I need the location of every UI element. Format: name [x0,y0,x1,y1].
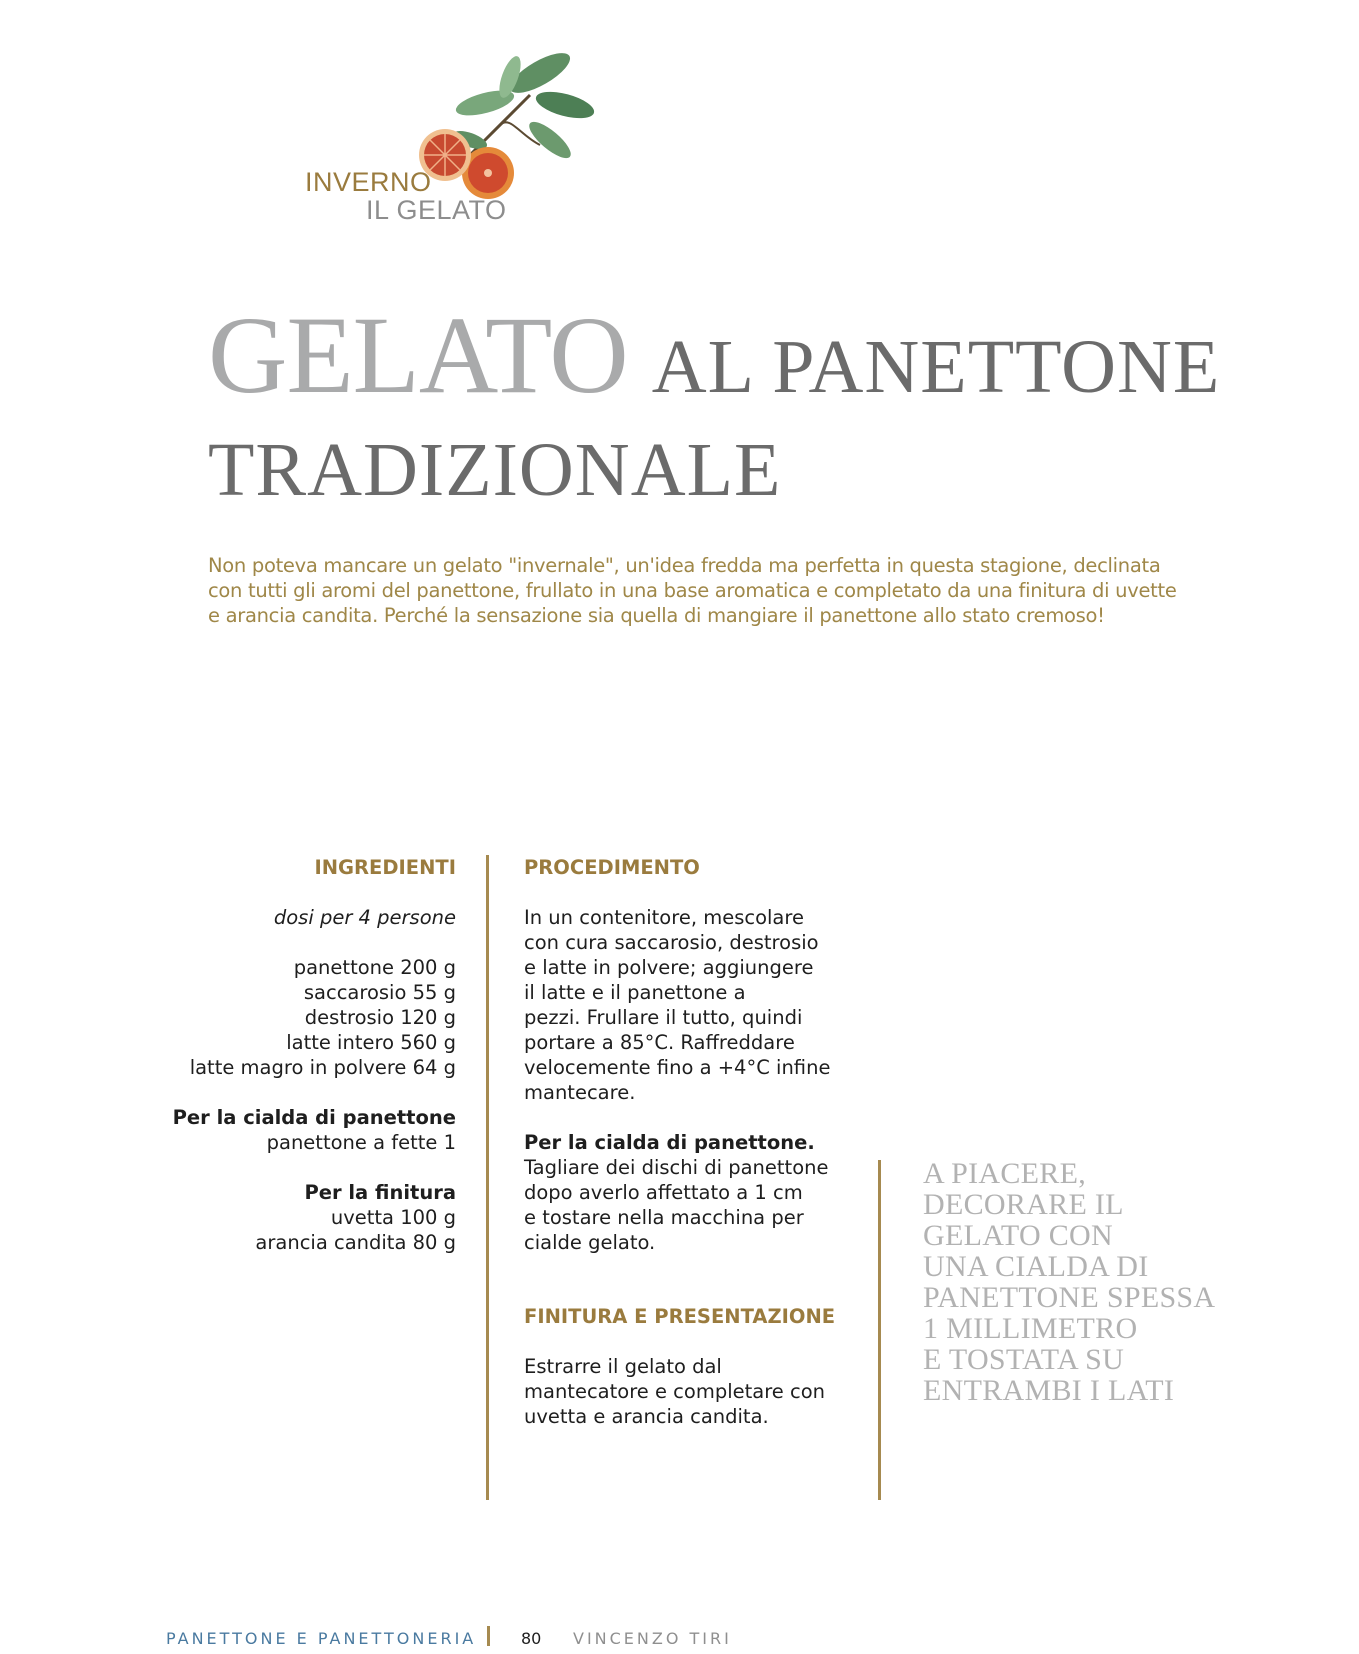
side-note [923,1158,1253,1406]
finitura-subheading: Per la finitura [304,1181,456,1204]
side-note-line: DECORARE IL [923,1188,1124,1221]
side-note-line: GELATO CON [923,1219,1113,1252]
subsection-label: IL GELATO [366,195,507,225]
procedure-line: cialde gelato. [524,1231,656,1254]
procedure-line: e tostare nella macchina per [524,1206,804,1229]
procedure-line: con cura saccarosio, destrosio [524,931,819,954]
cialda-procedure-heading: Per la cialda di panettone. [524,1131,815,1154]
procedure-column [524,856,864,1429]
finish-line: Estrarre il gelato dal [524,1355,722,1378]
side-note-line: ENTRAMBI I LATI [923,1374,1175,1407]
procedure-line: In un contenitore, mescolare [524,906,804,929]
side-note-line: PANETTONE SPESSA [923,1281,1216,1314]
procedure-line: il latte e il panettone a [524,981,746,1004]
ingredient-item: destrosio 120 g [304,1006,456,1029]
title-part-gelato: GELATO [208,294,628,416]
ingredients-column [130,856,456,1255]
side-note-line: UNA CIALDA DI [923,1250,1149,1283]
servings: dosi per 4 persone [273,906,456,929]
footer-book-title: PANETTONE E PANETTONERIA [166,1629,477,1648]
title-part-al-panettone: AL PANETTONE [651,325,1221,409]
side-note-line: 1 MILLIMETRO [923,1312,1138,1345]
ingredient-item: uvetta 100 g [330,1206,456,1229]
ingredient-item: arancia candita 80 g [255,1231,456,1254]
title-part-tradizionale: TRADIZIONALE [208,428,782,512]
ingredient-item: saccarosio 55 g [303,981,456,1004]
procedure-line: portare a 85°C. Raffreddare [524,1031,795,1054]
ingredient-item: latte magro in polvere 64 g [189,1056,456,1079]
procedure-heading: PROCEDIMENTO [524,856,700,879]
procedure-line: mantecare. [524,1081,636,1104]
page-title [208,294,1221,416]
ingredient-item: panettone a fette 1 [266,1131,456,1154]
ingredient-item: panettone 200 g [293,956,456,979]
intro-paragraph: Non poteva mancare un gelato "invernale", un'idea fredda ma perfetta in questa stagione, declinata con tutti gli aromi del panettone, frullato in una base aromatica e completato da una finitura di uvette e arancia candita. Perché la sensazione sia quella di mangiare il panettone allo stato cremoso! [208,554,1177,627]
page-number: 80 [521,1629,542,1648]
procedure-line: Tagliare dei dischi di panettone [524,1156,829,1179]
finish-line: mantecatore e completare con [524,1380,826,1403]
footer-author: VINCENZO TIRI [573,1629,732,1648]
side-note-line: E TOSTATA SU [923,1343,1125,1376]
procedure-line: dopo averlo affettato a 1 cm [524,1181,803,1204]
finish-line: uvetta e arancia candita. [524,1405,769,1428]
procedure-line: pezzi. Frullare il tutto, quindi [524,1006,803,1029]
procedure-line: e latte in polvere; aggiungere [524,956,814,979]
ingredients-heading: INGREDIENTI [314,856,456,879]
cialda-subheading: Per la cialda di panettone [172,1106,456,1129]
procedure-line: velocemente fino a +4°C infine [524,1056,831,1079]
side-note-line: A PIACERE, [923,1157,1087,1190]
section-label: INVERNO [305,167,432,197]
finish-heading: FINITURA E PRESENTAZIONE [524,1305,836,1328]
footer-separator [487,1626,490,1646]
ingredient-item: latte intero 560 g [286,1031,456,1054]
column-divider [486,855,489,1500]
sidenote-divider [878,1160,881,1500]
